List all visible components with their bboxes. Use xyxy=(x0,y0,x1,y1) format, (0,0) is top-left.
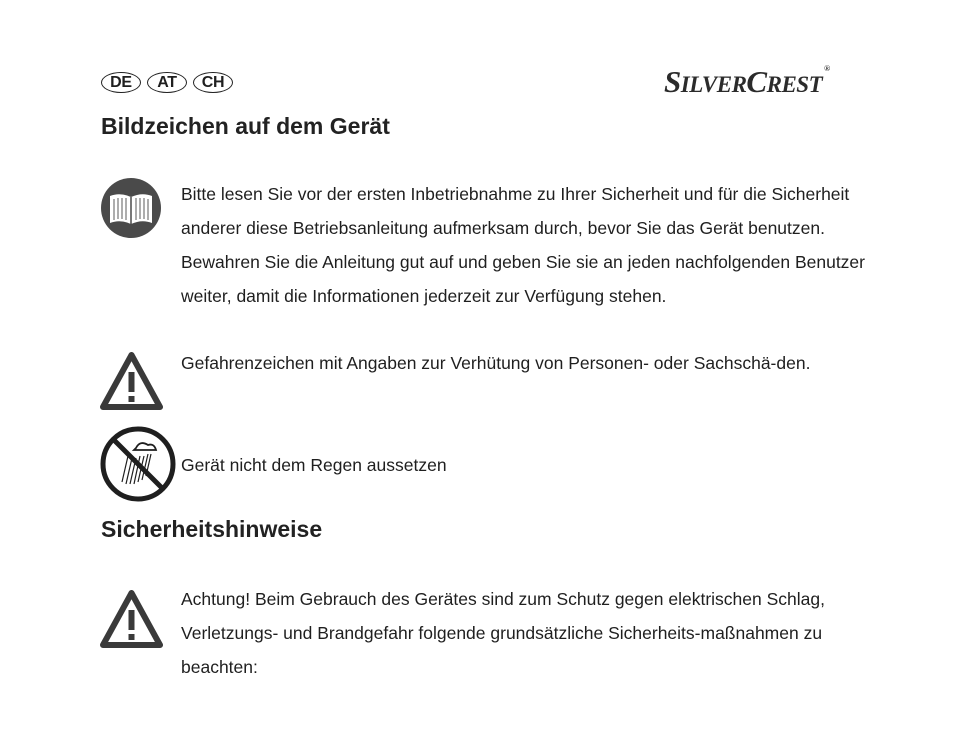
paragraph: Achtung! Beim Gebrauch des Gerätes sind zum Schutz gegen elektrischen Schlag, Verletzungs- und Brandgefahr folgende grundsätzliche Sicherheits-maßnahmen zu beachten: xyxy=(181,589,825,677)
section-title: Sicherheitshinweise xyxy=(101,516,323,542)
country-badge: AT xyxy=(147,72,187,93)
country-badge: CH xyxy=(193,72,233,93)
paragraph: Gerät nicht dem Regen aussetzen xyxy=(181,455,447,475)
no-rain-icon xyxy=(100,426,176,502)
brand-logo: SILVERCREST® xyxy=(664,64,830,99)
section-title: Bildzeichen auf dem Gerät xyxy=(101,113,390,139)
paragraph: Gefahrenzeichen mit Angaben zur Verhütung von Personen- oder Sachschä-den. xyxy=(181,353,811,373)
read-manual-icon xyxy=(100,177,162,239)
warning-icon xyxy=(100,590,163,648)
country-badge: DE xyxy=(101,72,141,93)
warning-icon xyxy=(100,352,163,410)
paragraph: Bitte lesen Sie vor der ersten Inbetriebnahme zu Ihrer Sicherheit und für die Sicherheit anderer diese Betriebsanleitung aufmerksam durch, bevor Sie das Gerät benutzen. Bewahren Sie die Anleitung gut auf und geben Sie sie an jeden nachfolgenden Benutzer weiter, damit die Informationen jederzeit zur Verfügung stehen. xyxy=(181,184,865,306)
country-badges xyxy=(101,72,233,93)
